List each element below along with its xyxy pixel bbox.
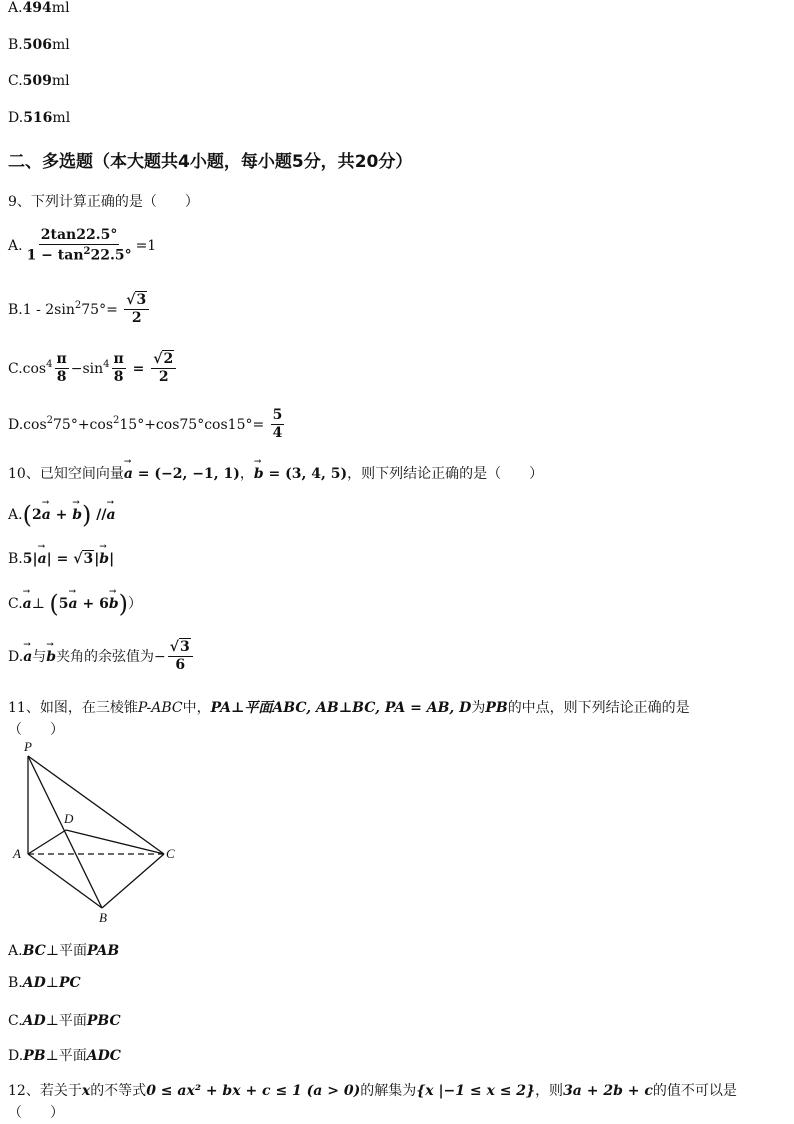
q8-option-a: A.494ml bbox=[8, 0, 70, 16]
edge-dc bbox=[66, 830, 164, 854]
q10-stem: 10、已知空间向量→ a = (−2, −1, 1)，→ b = (3, 4, 5)，则下列结论正确的是（ ） bbox=[8, 463, 543, 483]
q11-option-d: D.PB⊥平面ADC bbox=[8, 1048, 121, 1064]
q9a-fraction: $\frac{2\tan 22.5^\circ}{1 - \tan^222.5^\circ}$ bbox=[26, 227, 132, 265]
q9b-fraction: $\frac{√3}{2}$ bbox=[124, 293, 149, 327]
label-b: B bbox=[99, 910, 107, 925]
q10-option-d: D.→ a与→ b夹角的余弦值为− $\frac{√3}{6}$ bbox=[8, 640, 195, 674]
q12-stem: 12、若关于x的不等式0 ≤ ax² + bx + c ≤ 1 (a > 0)的解集为{x |−1 ≤ x ≤ 2}，则3a + 2b + c的值不可以是 （ ） bbox=[8, 1083, 737, 1121]
label-a: A bbox=[13, 846, 21, 861]
q11-option-a: A.BC⊥平面PAB bbox=[8, 943, 120, 959]
q9-option-a: A. $\frac{2\tan 22.5^\circ}{1 - \tan^222.5^\circ}$ =1 bbox=[8, 227, 157, 265]
q9-stem: 9、下列计算正确的是（ ） bbox=[8, 194, 199, 210]
label-c: C bbox=[166, 846, 175, 861]
q8-option-c: C.509ml bbox=[8, 73, 70, 89]
label-d: D bbox=[64, 811, 74, 826]
q10-option-a: A.(2→ a + → b) //→ a bbox=[8, 503, 116, 527]
q11-option-c: C.AD⊥平面PBC bbox=[8, 1013, 121, 1029]
edge-pc bbox=[28, 756, 164, 854]
q9-option-b: $B.1 - 2\sin^275^\circ=$ $\frac{√3}{2}$ bbox=[8, 293, 151, 327]
q8-option-d: D.516ml bbox=[8, 110, 71, 126]
q8-option-b: B.506ml bbox=[8, 37, 70, 53]
q10-option-c: C.→ a⊥ (5→ a + 6→ b)） bbox=[8, 592, 142, 616]
edge-pb bbox=[28, 756, 102, 908]
q9-option-d: $D.\cos^275^\circ+\cos^215^\circ+\cos 75^\circ\cos 15^\circ=$ $\frac{5}{4}$ bbox=[8, 407, 283, 442]
q11-stem: 11、如图，在三棱锥P-ABC中，PA⊥平面ABC, AB⊥BC, PA = AB, D为PB的中点，则下列结论正确的是 （ ） bbox=[8, 700, 690, 738]
label-p: P bbox=[24, 739, 32, 754]
edge-ab bbox=[28, 854, 102, 908]
section-heading: 二、多选题（本大题共4小题，每小题5分，共20分） bbox=[8, 152, 413, 172]
pyramid-figure bbox=[8, 738, 198, 928]
q9-option-c: $C.\cos^4$ $\frac{\pi}{8}$ $-\sin^4$ $\frac{\pi}{8}$ = $\frac{√2}{2}$ bbox=[8, 352, 178, 386]
edge-bc bbox=[102, 854, 164, 908]
edge-ad bbox=[28, 830, 66, 854]
q10-option-b: B.5|→ a| = √3|→ b| bbox=[8, 551, 114, 567]
q11-option-b: B.AD⊥PC bbox=[8, 975, 81, 991]
